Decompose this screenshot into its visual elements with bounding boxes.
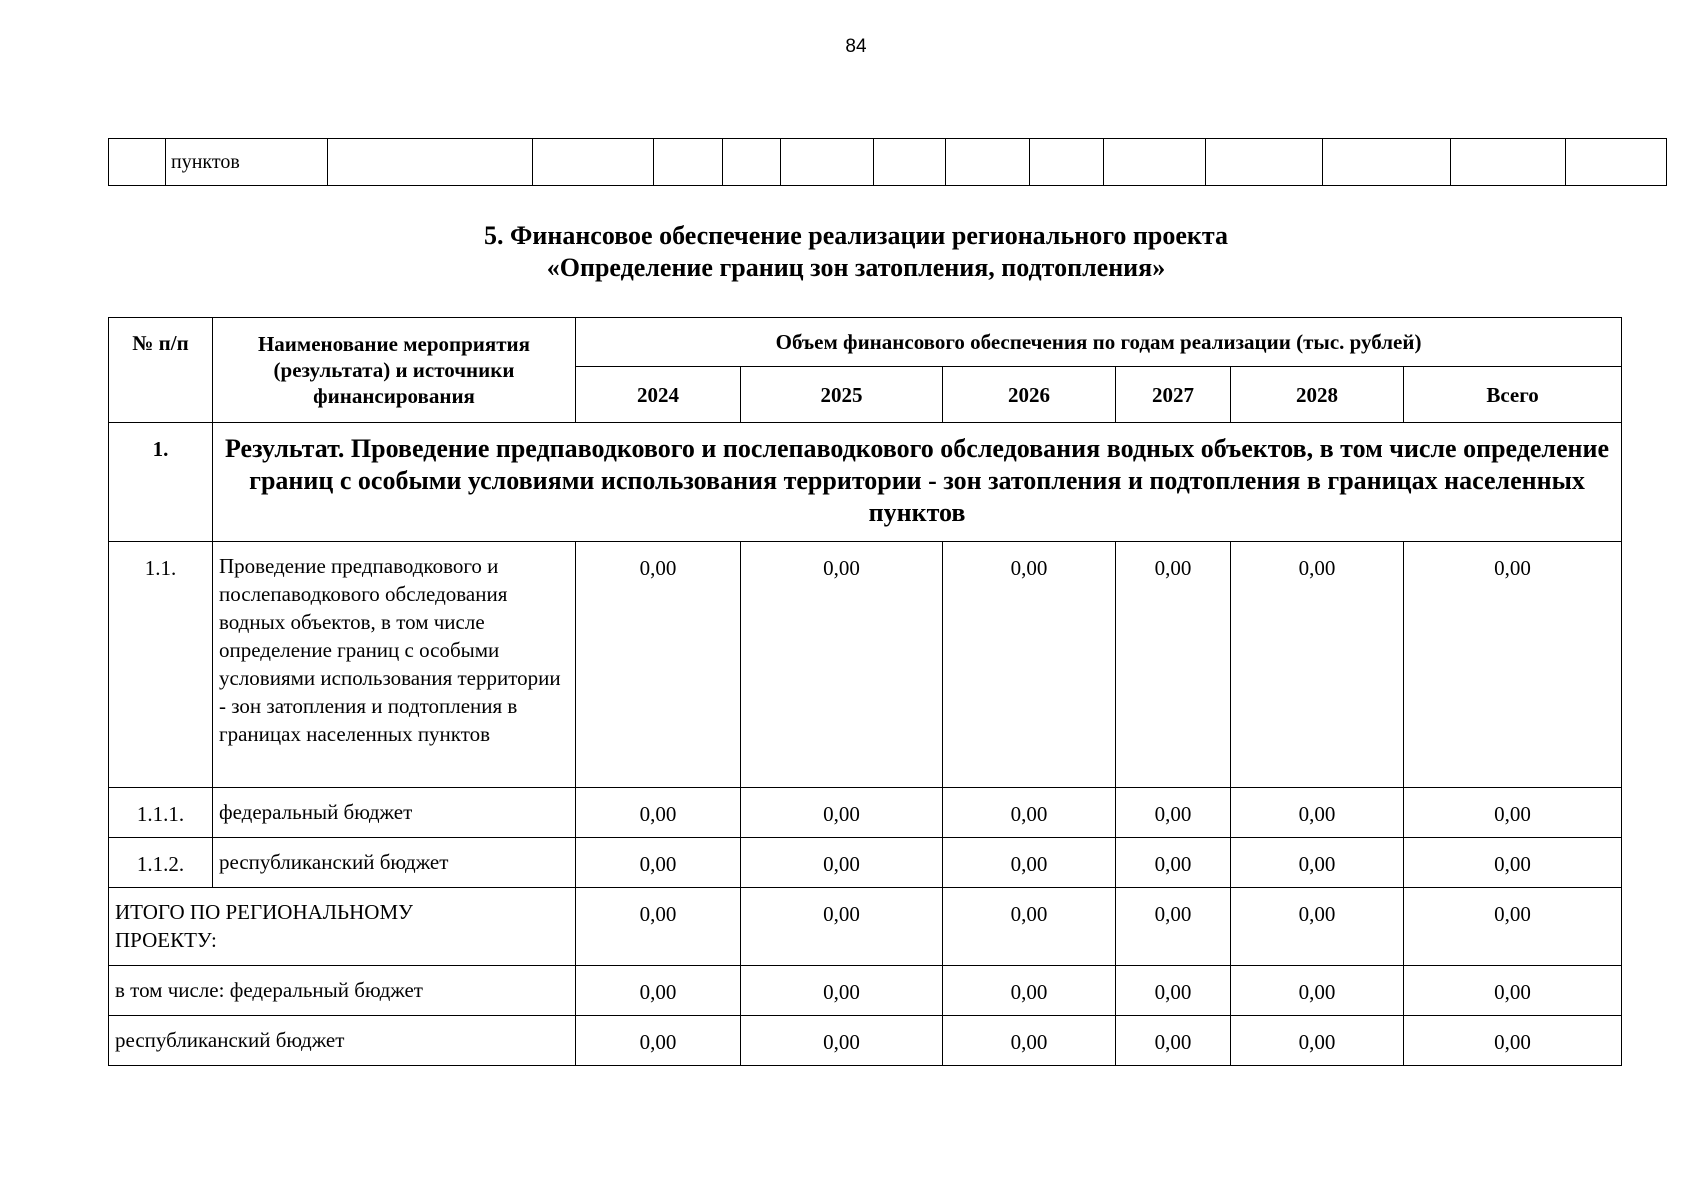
total-value: 0,00: [576, 966, 741, 1016]
total-value: 0,00: [1116, 1016, 1231, 1066]
total-value: 0,00: [1116, 888, 1231, 966]
carryover-cell: [1323, 139, 1451, 186]
value-cell: 0,00: [576, 788, 741, 838]
page-number: 84: [845, 36, 867, 57]
carryover-cell: [946, 139, 1030, 186]
header-volume: Объем финансового обеспечения по годам реализации (тыс. рублей): [576, 318, 1622, 367]
total-row: [109, 888, 1622, 966]
row-name: Проведение предпаводкового и послепаводкового обследования водных объектов, в том числе определение границ с особыми условиями использования территории - зон затопления и подтопления в границах населенных пунктов: [213, 542, 576, 788]
total-value: 0,00: [1404, 888, 1622, 966]
value-cell: 0,00: [576, 838, 741, 888]
header-year: 2028: [1231, 367, 1404, 423]
row-number: 1.1.1.: [109, 788, 213, 838]
total-value: 0,00: [741, 888, 943, 966]
value-cell: 0,00: [1231, 788, 1404, 838]
value-cell: 0,00: [1404, 788, 1622, 838]
carryover-cell: [654, 139, 723, 186]
value-cell: 0,00: [576, 542, 741, 788]
carryover-cell: [1104, 139, 1206, 186]
total-row: [109, 1016, 1622, 1066]
total-value: 0,00: [576, 1016, 741, 1066]
total-value: 0,00: [1231, 888, 1404, 966]
financing-table: [108, 317, 1622, 1066]
carryover-cell: [1030, 139, 1104, 186]
header-year: 2026: [943, 367, 1116, 423]
total-label: в том числе: федеральный бюджет: [109, 966, 576, 1016]
row-number: 1.1.2.: [109, 838, 213, 888]
total-value: 0,00: [1231, 966, 1404, 1016]
header-year: 2025: [741, 367, 943, 423]
carryover-cell: [1206, 139, 1323, 186]
value-cell: 0,00: [1231, 542, 1404, 788]
value-cell: 0,00: [1116, 788, 1231, 838]
total-value: 0,00: [943, 966, 1116, 1016]
row-name: республиканский бюджет: [213, 838, 576, 888]
total-value: 0,00: [943, 888, 1116, 966]
section-title-line1: 5. Финансовое обеспечение реализации регионального проекта: [484, 221, 1228, 250]
carryover-cell: [723, 139, 781, 186]
total-value: 0,00: [1231, 1016, 1404, 1066]
carryover-cell: [1451, 139, 1566, 186]
value-cell: 0,00: [1404, 838, 1622, 888]
carryover-cell: [781, 139, 874, 186]
total-value: 0,00: [1404, 1016, 1622, 1066]
total-label: республиканский бюджет: [109, 1016, 576, 1066]
total-value: 0,00: [576, 888, 741, 966]
table-row: [109, 788, 1622, 838]
row-name: федеральный бюджет: [213, 788, 576, 838]
value-cell: 0,00: [741, 838, 943, 888]
carryover-cell: [109, 139, 166, 186]
table-row: [109, 838, 1622, 888]
total-value: 0,00: [943, 1016, 1116, 1066]
total-row: [109, 966, 1622, 1016]
value-cell: 0,00: [1116, 542, 1231, 788]
carryover-text: пунктов: [166, 139, 328, 186]
carryover-cell: [533, 139, 654, 186]
carryover-row: [109, 139, 1667, 186]
total-value: 0,00: [741, 966, 943, 1016]
total-value: 0,00: [1116, 966, 1231, 1016]
header-year: 2027: [1116, 367, 1231, 423]
value-cell: 0,00: [1231, 838, 1404, 888]
value-cell: 0,00: [741, 542, 943, 788]
result-number: 1.: [109, 423, 213, 542]
value-cell: 0,00: [1116, 838, 1231, 888]
carryover-cell: [874, 139, 946, 186]
result-text: Результат. Проведение предпаводкового и послепаводкового обследования водных объектов, в том числе определение границ с особыми условиями использования территории - зон затопления и подтопления в границах населенных пунктов: [213, 423, 1622, 542]
value-cell: 0,00: [1404, 542, 1622, 788]
total-label: ИТОГО ПО РЕГИОНАЛЬНОМУ ПРОЕКТУ:: [109, 888, 576, 966]
header-year: 2024: [576, 367, 741, 423]
value-cell: 0,00: [741, 788, 943, 838]
header-row: [109, 318, 1622, 367]
carryover-cell: [328, 139, 533, 186]
total-value: 0,00: [1404, 966, 1622, 1016]
header-num: № п/п: [109, 318, 213, 423]
value-cell: 0,00: [943, 838, 1116, 888]
header-total: Всего: [1404, 367, 1622, 423]
carryover-table: [108, 138, 1667, 186]
header-name: Наименование мероприятия (результата) и источники финансирования: [213, 318, 576, 423]
table-row: [109, 542, 1622, 788]
row-number: 1.1.: [109, 542, 213, 788]
value-cell: 0,00: [943, 788, 1116, 838]
section-title: [0, 220, 1697, 284]
total-value: 0,00: [741, 1016, 943, 1066]
carryover-cell: [1566, 139, 1667, 186]
section-title-line2: «Определение границ зон затопления, подтопления»: [546, 253, 1166, 282]
result-row: [109, 423, 1622, 542]
value-cell: 0,00: [943, 542, 1116, 788]
